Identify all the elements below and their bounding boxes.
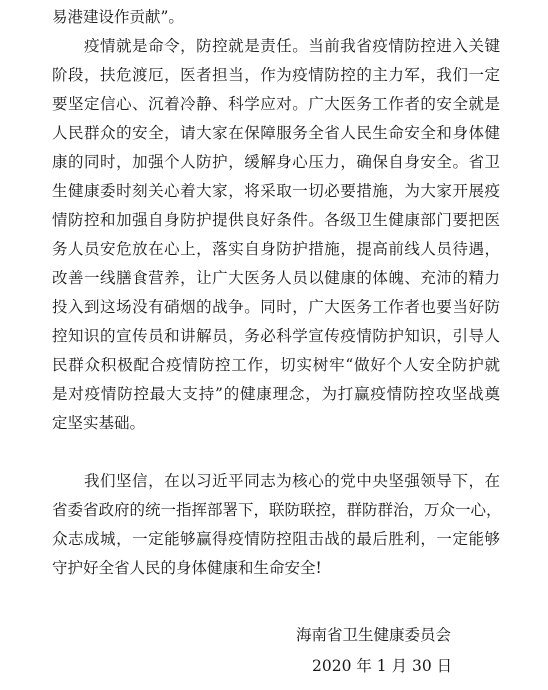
signature-date: 2020 年 1 月 30 日	[312, 657, 453, 675]
paragraph-line: 守护好全省人民的身体健康和生命安全!	[52, 559, 322, 577]
paragraph-line: 生健康委时刻关心着大家，将采取一切必要措施，为大家开展疫	[52, 182, 500, 200]
signature-organization: 海南省卫生健康委员会	[296, 626, 452, 644]
paragraph-line: 要坚定信心、沉着冷静、科学应对。广大医务工作者的安全就是	[52, 95, 500, 113]
paragraph-line: 易港建设作贡献”。	[52, 8, 184, 26]
paragraph-line: 阶段，扶危渡厄，医者担当，作为疫情防控的主力军，我们一定	[52, 66, 500, 84]
paragraph-line: 投入到这场没有硝烟的战争。同时，广大医务工作者也要当好防	[52, 298, 500, 316]
paragraph-line: 民群众积极配合疫情防控工作，切实树牢“做好个人安全防护就	[52, 356, 500, 374]
paragraph-line: 省委省政府的统一指挥部署下，联防联控，群防群治，万众一心，	[52, 501, 502, 519]
paragraph-line: 务人员安危放在心上，落实自身防护措施，提高前线人员待遇，	[52, 240, 500, 258]
paragraph-line: 疫情就是命令，防控就是责任。当前我省疫情防控进入关键	[84, 37, 500, 55]
paragraph-line: 人民群众的安全，请大家在保障服务全省人民生命安全和身体健	[52, 124, 500, 142]
paragraph-line: 是对疫情防控最大支持”的健康理念，为打赢疫情防控攻坚战奠	[52, 385, 500, 403]
paragraph-line: 情防控和加强自身防护提供良好条件。各级卫生健康部门要把医	[52, 211, 500, 229]
paragraph-line: 控知识的宣传员和讲解员，务必科学宣传疫情防护知识，引导人	[52, 327, 500, 345]
paragraph-line: 康的同时，加强个人防护，缓解身心压力，确保自身安全。省卫	[52, 153, 500, 171]
paragraph-line: 定坚实基础。	[52, 414, 146, 432]
paragraph-line: 我们坚信，在以习近平同志为核心的党中央坚强领导下，在	[84, 472, 500, 490]
paragraph-line: 改善一线膳食营养，让广大医务人员以健康的体魄、充沛的精力	[52, 269, 500, 287]
paragraph-line: 众志成城，一定能够赢得疫情防控阻击战的最后胜利，一定能够	[52, 530, 500, 548]
